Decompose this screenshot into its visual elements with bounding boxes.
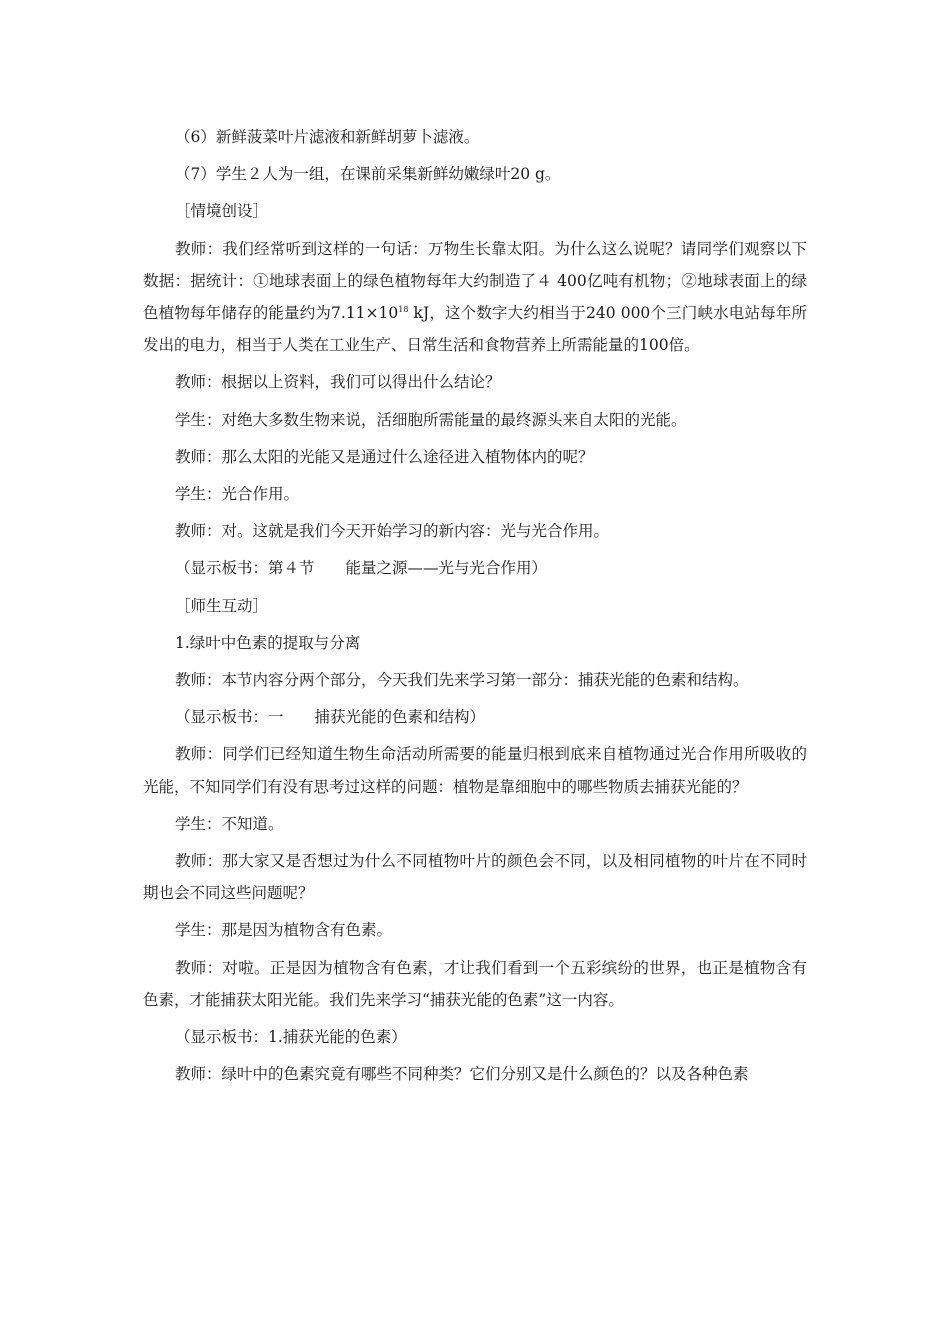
section-heading-interaction: ［师生互动］ (175, 596, 269, 615)
paragraph-teacher-pigment-intro: 教师：对啦。正是因为植物含有色素，才让我们看到一个五彩缤纷的世界，也正是植物含有色素，才能捕获太阳光能。我们先来学习“捕获光能的色素”这一内容。 (143, 958, 807, 1009)
paragraph-teacher-color-question: 教师：那大家又是否想过为什么不同植物叶片的颜色会不同，以及相同植物的叶片在不同时期也会不同这些问题呢？ (143, 852, 807, 903)
paragraph-teacher-question-1: 教师：根据以上资料，我们可以得出什么结论？ (175, 373, 501, 392)
paragraph-teacher-energy-question: 教师：同学们已经知道生物生命活动所需要的能量归根到底来自植物通过光合作用所吸收的光能，不知同学们有没有思考过这样的问题：植物是靠细胞中的哪些物质去捕获光能的？ (143, 745, 807, 796)
paragraph-student-answer-3: 学生：不知道。 (175, 814, 284, 833)
board-note-section-4: （显示板书：第４节 能量之源——光与光合作用） (175, 559, 548, 578)
paragraph-student-answer-1: 学生：对绝大多数生物来说，活细胞所需能量的最终源头来自太阳的光能。 (175, 410, 687, 429)
paragraph-teacher-outline: 教师：本节内容分两个部分，今天我们先来学习第一部分：捕获光能的色素和结构。 (175, 671, 749, 690)
paragraph-student-answer-2: 学生：光合作用。 (175, 485, 300, 504)
section-heading-scenario: ［情境创设］ (175, 202, 269, 221)
material-item-6: （6）新鲜菠菜叶片滤液和新鲜胡萝卜滤液。 (175, 128, 480, 146)
paragraph-teacher-question-2: 教师：那么太阳的光能又是通过什么途径进入植物体内的呢？ (175, 447, 594, 466)
paragraph-teacher-data (143, 233, 807, 362)
document-body (143, 121, 807, 1095)
paragraph-teacher-data-tail: kJ，这个数字大约相当于240 000个三门峡水电站每年所发出的电力，相当于人类在工业生产、日常生活和食物营养上所需能量的100倍。 (143, 304, 807, 355)
board-note-part-1: （显示板书：一 捕获光能的色素和结构） (175, 708, 486, 727)
subheading-pigment-extraction: 1.绿叶中色素的提取与分离 (175, 633, 361, 652)
paragraph-teacher-pigment-question: 教师：绿叶中的色素究竟有哪些不同种类？它们分别又是什么颜色的？以及各种色素 (175, 1065, 749, 1084)
paragraph-teacher-data-text: 教师：我们经常听到这样的一句话：万物生长靠太阳。为什么这么说呢？请同学们观察以下数据：据统计：①地球表面上的绿色植物每年大约制造了４ 400亿吨有机物；②地球表面上的绿色植物每年储存的能量约为7.11×10 (143, 239, 807, 323)
material-item-7: （7）学生２人为一组，在课前采集新鲜幼嫩绿叶20 g。 (175, 165, 561, 184)
paragraph-student-answer-4: 学生：那是因为植物含有色素。 (175, 921, 393, 940)
board-note-pigment: （显示板书：1.捕获光能的色素） (175, 1028, 407, 1047)
paragraph-teacher-intro: 教师：对。这就是我们今天开始学习的新内容：光与光合作用。 (175, 522, 610, 541)
energy-exponent: 18 (398, 305, 409, 315)
